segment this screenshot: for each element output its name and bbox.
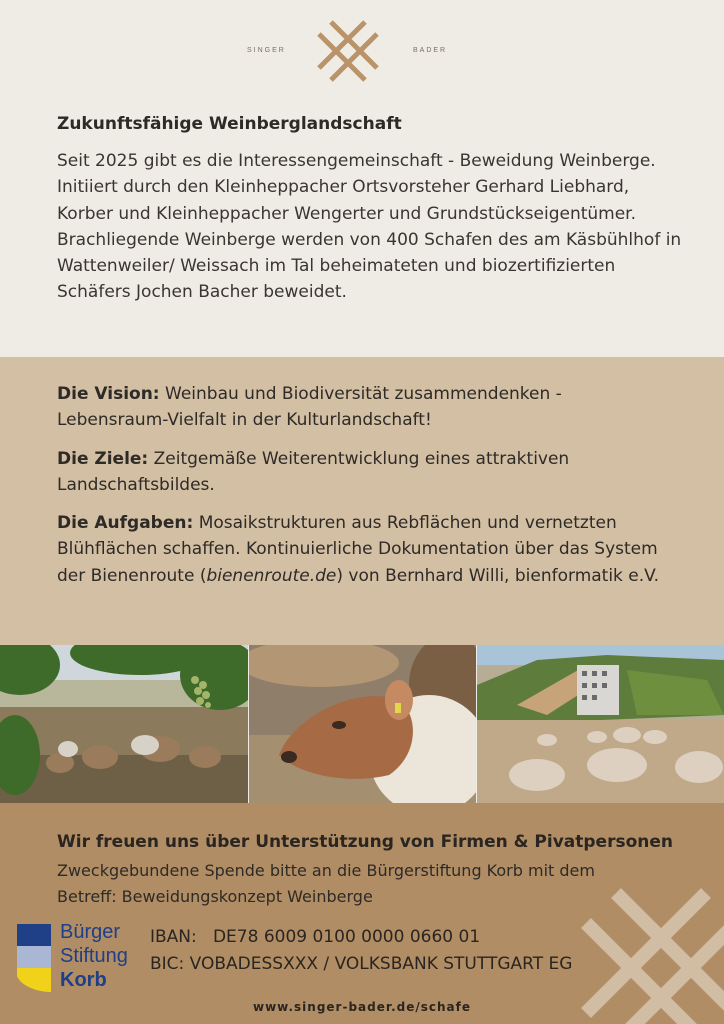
foundation-name-line: Korb	[60, 969, 107, 991]
foundation-name	[60, 920, 128, 992]
intro-section	[0, 0, 724, 357]
brand-singer: SINGER	[247, 47, 286, 54]
photo-sheep-vineyard	[0, 645, 248, 803]
aufgaben-text: Mosaikstrukturen aus Rebflächen und vernetzten Blühflächen schaffen. Kontinuierliche Dokumentation über das System der Bienenroute (	[57, 513, 658, 586]
ziele-label: Die Ziele:	[57, 449, 149, 469]
ziele-text: Zeitgemäße Weiterentwicklung eines attraktiven Landschaftsbildes.	[57, 449, 570, 496]
buergerstiftung-logo-icon	[17, 924, 51, 992]
foundation-name-line: Stiftung	[60, 945, 128, 967]
singer-bader-logo-icon	[315, 18, 381, 84]
intro-paragraph: Seit 2025 gibt es die Interessengemeinschaft - Beweidung Weinberge. Initiiert durch den Kleinheppacher Ortsvorsteher Gerhard Liebhard, Korber und Kleinheppacher Wengerter und Grundstückseigentümer.	[57, 151, 656, 224]
iban: IBAN: DE78 6009 0100 0000 0660 01	[150, 927, 481, 947]
support-section	[0, 803, 724, 1024]
support-heading: Wir freuen uns über Unterstützung von Firmen & Pivatpersonen	[57, 832, 673, 852]
bienenroute-link[interactable]: bienenroute.de	[206, 565, 337, 586]
aufgaben-text-end: ) von Bernhard Willi, bienformatik e.V.	[336, 565, 660, 586]
vision-label: Die Vision:	[57, 384, 160, 404]
support-body	[57, 858, 677, 910]
vision-text: Weinbau und Biodiversität zusammendenken - Lebensraum-Vielfalt in der Kulturlandschaft!	[57, 384, 562, 431]
support-line: Betreff: Beweidungskonzept Weinberge	[57, 887, 373, 906]
photo-sheep-hillside	[477, 645, 724, 803]
intro-heading: Zukunftsfähige Weinberglandschaft	[57, 114, 402, 134]
bic: BIC: VOBADESSXXX / VOLKSBANK STUTTGART EG	[150, 954, 573, 974]
website-link[interactable]: www.singer-bader.de/schafe	[252, 1000, 472, 1014]
aufgaben-label: Die Aufgaben:	[57, 513, 194, 533]
aufgaben-block	[57, 510, 677, 589]
photo-sheep-closeup	[249, 645, 476, 803]
brand-bader: BADER	[413, 47, 448, 54]
photo-strip	[0, 645, 724, 803]
vision-block	[57, 381, 677, 434]
goals-section	[0, 357, 724, 645]
intro-body	[57, 148, 687, 306]
support-line: Zweckgebundene Spende bitte an die Bürgerstiftung Korb mit dem	[57, 861, 595, 880]
intro-paragraph: Brachliegende Weinberge werden von 400 Schafen des am Käsbühlhof in Wattenweiler/ Weissach im Tal beheimateten und biozertifizierten Schäfers Jochen Bacher beweidet.	[57, 229, 682, 303]
ziele-block	[57, 446, 677, 499]
bank-details	[150, 924, 572, 978]
foundation-name-line: Bürger	[60, 921, 121, 943]
